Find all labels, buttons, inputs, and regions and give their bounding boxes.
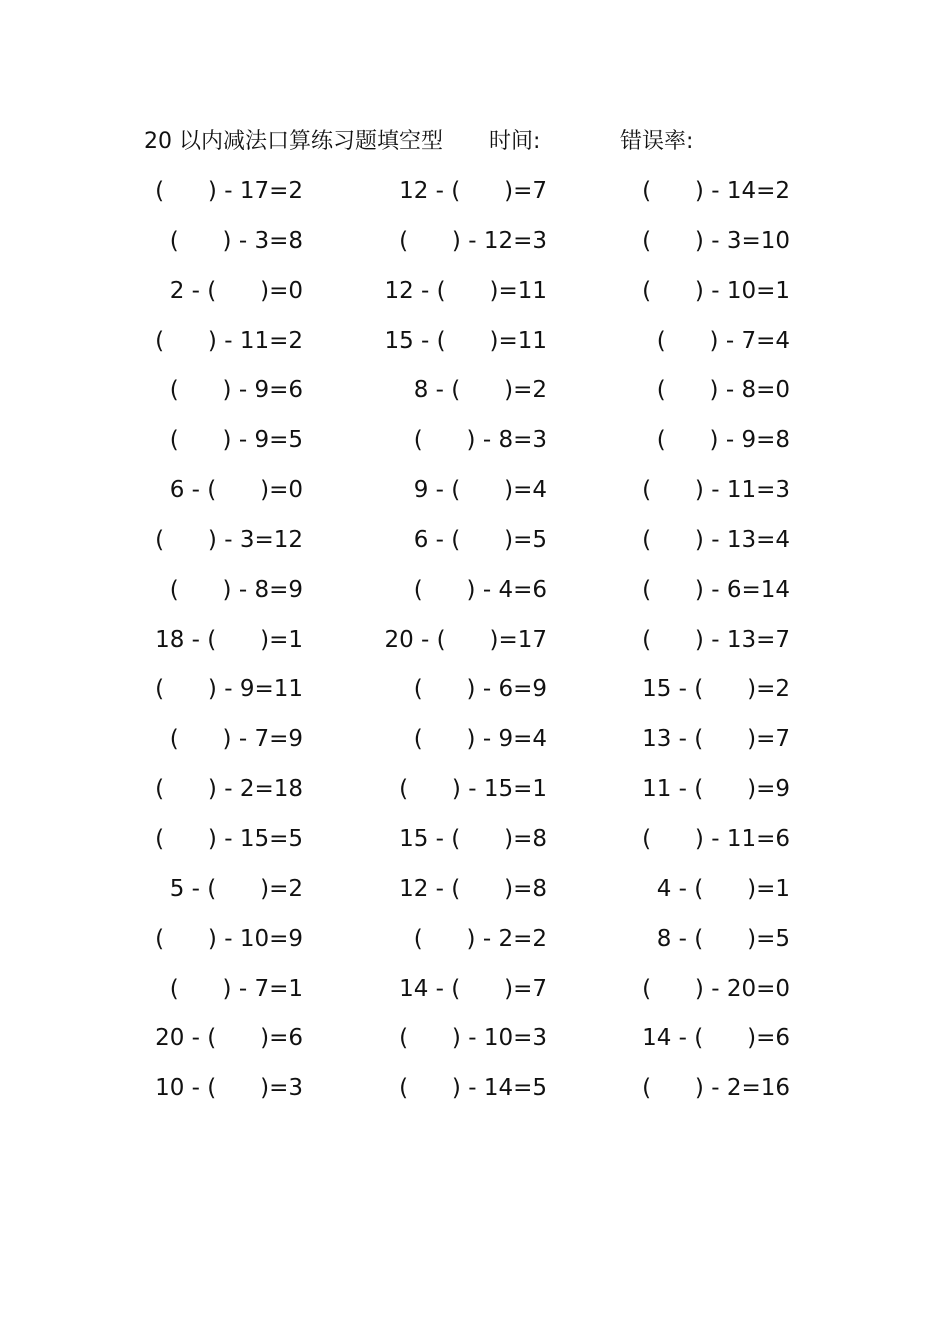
problem-item: 10 - ( )=3 bbox=[155, 1075, 303, 1102]
problem-item: 5 - ( )=2 bbox=[169, 875, 303, 902]
problem-item: ( ) - 11=3 bbox=[642, 477, 790, 504]
problem-row bbox=[0, 370, 950, 420]
problem-item: ( ) - 7=1 bbox=[169, 975, 303, 1002]
problem-item: ( ) - 10=1 bbox=[642, 277, 790, 304]
problem-row bbox=[0, 620, 950, 670]
problem-item: 14 - ( )=7 bbox=[399, 975, 547, 1002]
problem-item: 9 - ( )=4 bbox=[413, 477, 547, 504]
problem-item: ( ) - 7=9 bbox=[169, 726, 303, 753]
problem-item: ( ) - 9=4 bbox=[413, 726, 547, 753]
problem-item: ( ) - 8=0 bbox=[656, 377, 790, 404]
problem-item: ( ) - 3=10 bbox=[642, 227, 790, 254]
problem-item: ( ) - 20=0 bbox=[642, 975, 790, 1002]
problem-row bbox=[0, 420, 950, 470]
problem-item: ( ) - 17=2 bbox=[155, 178, 303, 204]
error-rate-label: 错误率: bbox=[620, 129, 694, 154]
problem-row bbox=[0, 321, 950, 371]
problem-item: ( ) - 2=2 bbox=[413, 925, 547, 952]
problem-item: 8 - ( )=2 bbox=[413, 377, 547, 404]
problem-item: ( ) - 11=2 bbox=[155, 327, 303, 354]
problem-item: ( ) - 11=6 bbox=[642, 825, 790, 852]
problem-row bbox=[0, 1018, 950, 1068]
problem-item: ( ) - 9=11 bbox=[155, 676, 303, 703]
problem-row bbox=[0, 669, 950, 719]
problem-item: 11 - ( )=9 bbox=[642, 776, 790, 803]
problem-row bbox=[0, 221, 950, 271]
problem-row bbox=[0, 769, 950, 819]
problem-item: 4 - ( )=1 bbox=[656, 875, 790, 902]
problem-item: 12 - ( )=8 bbox=[399, 875, 547, 902]
problem-item: 18 - ( )=1 bbox=[155, 626, 303, 653]
problem-item: ( ) - 10=9 bbox=[155, 925, 303, 952]
problem-item: ( ) - 12=3 bbox=[399, 227, 547, 254]
problem-item: ( ) - 6=9 bbox=[413, 676, 547, 703]
problem-item: ( ) - 13=7 bbox=[642, 626, 790, 653]
problem-item: ( ) - 8=3 bbox=[413, 427, 547, 454]
problem-row bbox=[0, 869, 950, 919]
problem-item: 6 - ( )=5 bbox=[413, 526, 547, 553]
problem-item: 20 - ( )=17 bbox=[384, 626, 547, 653]
problem-row bbox=[0, 819, 950, 869]
problem-item: 15 - ( )=2 bbox=[642, 676, 790, 703]
problem-item: 12 - ( )=7 bbox=[399, 178, 547, 204]
problem-row bbox=[0, 570, 950, 620]
problem-item: ( ) - 9=5 bbox=[169, 427, 303, 454]
problem-item: ( ) - 8=9 bbox=[169, 576, 303, 603]
problem-row bbox=[0, 470, 950, 520]
problem-item: ( ) - 10=3 bbox=[399, 1025, 547, 1052]
problem-item: 14 - ( )=6 bbox=[642, 1025, 790, 1052]
problem-item: ( ) - 7=4 bbox=[656, 327, 790, 354]
problem-item: ( ) - 2=18 bbox=[155, 776, 303, 803]
problem-item: 15 - ( )=8 bbox=[399, 825, 547, 852]
worksheet-title: 20 以内减法口算练习题填空型 bbox=[144, 129, 443, 154]
problem-item: ( ) - 15=5 bbox=[155, 825, 303, 852]
problem-item: ( ) - 9=6 bbox=[169, 377, 303, 404]
problem-row bbox=[0, 719, 950, 769]
problem-row bbox=[0, 171, 950, 221]
problem-row bbox=[0, 520, 950, 570]
problem-item: ( ) - 15=1 bbox=[399, 776, 547, 803]
problem-row bbox=[0, 1068, 950, 1118]
problem-item: ( ) - 9=8 bbox=[656, 427, 790, 454]
problem-item: ( ) - 6=14 bbox=[642, 576, 790, 603]
problem-item: ( ) - 14=2 bbox=[642, 178, 790, 204]
problem-grid bbox=[0, 171, 950, 1118]
problem-item: 6 - ( )=0 bbox=[169, 477, 303, 504]
problem-row bbox=[0, 969, 950, 1019]
problem-item: 8 - ( )=5 bbox=[656, 925, 790, 952]
problem-item: ( ) - 4=6 bbox=[413, 576, 547, 603]
problem-item: 15 - ( )=11 bbox=[384, 327, 547, 354]
problem-row bbox=[0, 271, 950, 321]
problem-item: ( ) - 2=16 bbox=[642, 1075, 790, 1102]
problem-item: 12 - ( )=11 bbox=[384, 277, 547, 304]
problem-item: 20 - ( )=6 bbox=[155, 1025, 303, 1052]
problem-item: ( ) - 14=5 bbox=[399, 1075, 547, 1102]
problem-item: 13 - ( )=7 bbox=[642, 726, 790, 753]
problem-item: ( ) - 3=12 bbox=[155, 526, 303, 553]
problem-item: 2 - ( )=0 bbox=[169, 277, 303, 304]
problem-row bbox=[0, 919, 950, 969]
problem-item: ( ) - 13=4 bbox=[642, 526, 790, 553]
problem-item: ( ) - 3=8 bbox=[169, 227, 303, 254]
time-label: 时间: bbox=[489, 129, 541, 154]
